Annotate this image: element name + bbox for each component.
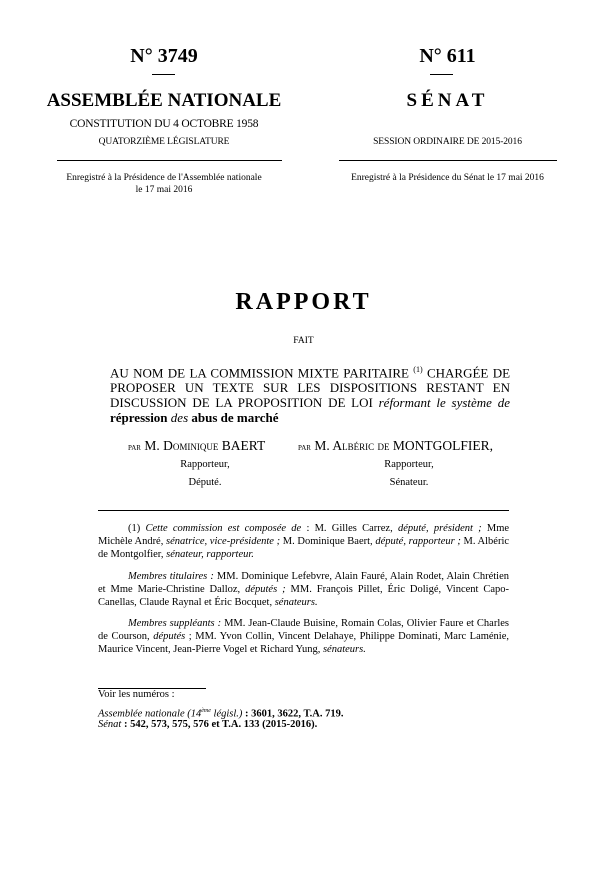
description-caps-2: CHARGÉE DE PROPOSER UN TEXTE SUR LES DISPOSITIONS RESTANT EN DISCUSSION DE LA PROPOSITION DE LOI bbox=[110, 365, 511, 410]
report-made: FAIT bbox=[293, 336, 314, 346]
description-italic-1: réformant le système de bbox=[378, 394, 510, 410]
assemblee-rule bbox=[57, 160, 282, 161]
senat-session: SESSION ORDINAIRE DE 2015-2016 bbox=[373, 137, 522, 147]
suppleants-label: Membres suppléants : bbox=[128, 618, 222, 629]
description-bold-1: répression bbox=[110, 409, 168, 425]
assemblee-institution: ASSEMBLÉE NATIONALE bbox=[46, 90, 282, 111]
rapporteur-prefix: par bbox=[298, 443, 311, 453]
footnote-titulaires: Membres titulaires : MM. Dominique Lefebvre, Alain Fauré, Alain Rodet, Alain Chrétien et Mme Marie-Christine Dalloz, députés ; MM. François Pillet, Éric Doligé, Vincent Capo-Canellas, Claude Raynal et Éric Bocquet, sénateurs. bbox=[98, 571, 510, 608]
references-label: Voir les numéros : bbox=[98, 689, 175, 700]
rapporteur-senateur bbox=[298, 438, 493, 454]
rapporteur-depute bbox=[128, 438, 265, 454]
senat-separator bbox=[430, 74, 453, 75]
description-bold-2: abus de marché bbox=[191, 409, 279, 425]
rapporteur-senateur-title: Sénateur. bbox=[389, 477, 429, 488]
senat-rule bbox=[339, 160, 557, 161]
report-description bbox=[110, 363, 510, 426]
rapporteur-depute-title: Député. bbox=[188, 477, 222, 488]
description-italic-2: des bbox=[170, 409, 189, 425]
rapporteur-name-last: MONTGOLFIER, bbox=[392, 438, 493, 453]
assemblee-constitution: CONSTITUTION DU 4 OCTOBRE 1958 bbox=[69, 118, 259, 130]
description-caps: AU NOM DE LA COMMISSION MIXTE PARITAIRE bbox=[110, 365, 409, 381]
assemblee-legislature: QUATORZIÈME LÉGISLATURE bbox=[98, 137, 230, 147]
assemblee-registration bbox=[40, 172, 288, 196]
footnote-number: (1) bbox=[128, 523, 141, 534]
report-title: RAPPORT bbox=[235, 289, 372, 315]
references-senat: Sénat : 542, 573, 575, 576 et T.A. 133 (2015-2016). bbox=[98, 719, 318, 730]
assemblee-registration-line1: Enregistré à la Présidence de l'Assemblée nationale bbox=[66, 173, 262, 183]
footnote-ref: (1) bbox=[413, 365, 423, 374]
senat-registration: Enregistré à la Présidence du Sénat le 17 mai 2016 bbox=[351, 173, 544, 183]
footnote-suppleants: Membres suppléants : MM. Jean-Claude Buisine, Romain Colas, Olivier Faure et Charles de Courson, députés ; MM. Yvon Collin, Vincent Delahaye, Philippe Dominati, Marc Laménie, Maurice Vincent, Jean-Pierre Vogel et Richard Yung, sénateurs. bbox=[98, 618, 510, 655]
senat-number: N° 611 bbox=[419, 45, 476, 67]
assemblee-registration-line2: le 17 mai 2016 bbox=[135, 185, 193, 195]
rapporteur-senateur-role: Rapporteur, bbox=[384, 459, 434, 470]
rapporteur-name-smallcaps: lbéric de bbox=[342, 438, 390, 453]
rapporteur-prefix: par bbox=[128, 443, 141, 453]
assemblee-number: N° 3749 bbox=[130, 45, 198, 67]
rapporteur-name-smallcaps: ominique bbox=[172, 438, 219, 453]
rapporteur-name-intro: M. D bbox=[144, 438, 173, 453]
footnote-rule bbox=[98, 510, 509, 511]
rapporteur-name-intro: M. A bbox=[314, 438, 343, 453]
assemblee-separator bbox=[152, 74, 175, 75]
senat-institution: SÉNAT bbox=[406, 90, 489, 111]
rapporteur-depute-role: Rapporteur, bbox=[180, 459, 230, 470]
rapporteur-name-last: BAERT bbox=[221, 438, 266, 453]
footnote-composition: (1) Cette commission est composée de : M. Gilles Carrez, député, président ; Mme Michèle André, sénatrice, vice-présidente ; M. Dominique Baert, député, rapporteur ; M. Albéric de Montgolfier, sénateur, rapporteur. bbox=[98, 523, 510, 560]
references-assemblee: Assemblée nationale (14ème législ.) : 3601, 3622, T.A. 719. bbox=[98, 708, 344, 720]
titulaires-label: Membres titulaires : bbox=[128, 571, 214, 582]
